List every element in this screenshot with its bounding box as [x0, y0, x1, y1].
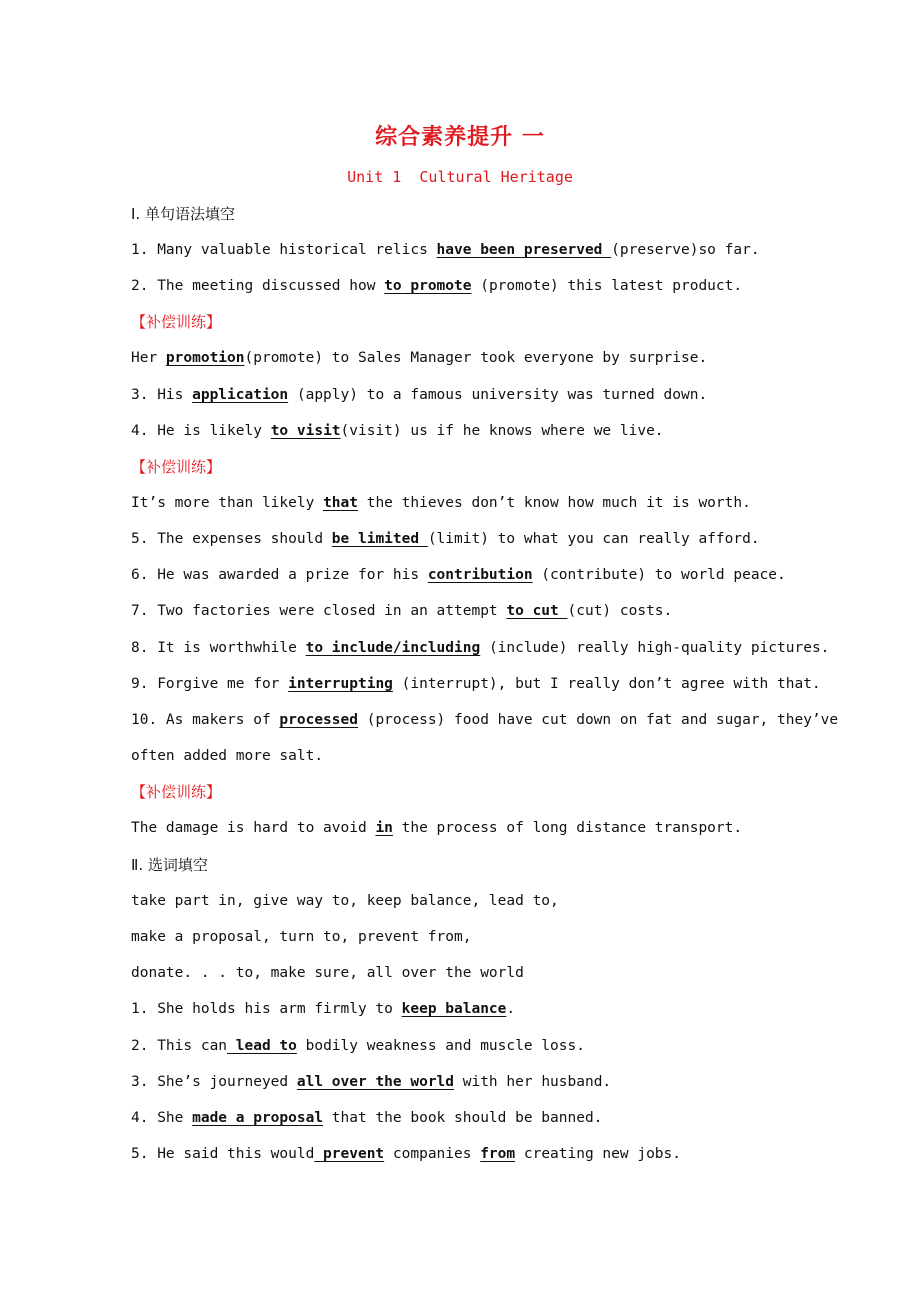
question-4: 4. He is likely to visit(visit) us if he knows where we live. [131, 423, 664, 439]
section2-heading: Ⅱ. 选词填空 [131, 856, 208, 874]
answer: have been preserved [436, 242, 612, 258]
question-8: 8. It is worthwhile to include/including (include) really high-quality pictures. [131, 640, 830, 656]
supplementary-label: 【补偿训练】 [131, 783, 222, 801]
question-1: 1. Many valuable historical relics have been preserved (preserve)so far. [131, 242, 760, 258]
question-6: 6. He was awarded a prize for his contribution (contribute) to world peace. [131, 567, 786, 583]
word-bank-line: make a proposal, turn to, prevent from, [131, 929, 472, 945]
answer: prevent [314, 1146, 385, 1162]
answer: contribution [427, 567, 533, 583]
question-7: 7. Two factories were closed in an attempt to cut (cut) costs. [131, 603, 673, 619]
answer: in [375, 820, 393, 836]
answer: from [480, 1146, 516, 1162]
fill-question-4: 4. She made a proposal that the book should be banned. [131, 1110, 603, 1126]
word-bank-line: donate. . . to, make sure, all over the world [131, 965, 524, 981]
answer: interrupting [288, 676, 393, 692]
answer: to include/including [305, 640, 481, 656]
answer: to promote [384, 278, 472, 294]
supplementary-question: It’s more than likely that the thieves don’t know how much it is worth. [131, 495, 751, 511]
word-bank-line: take part in, give way to, keep balance, lead to, [131, 893, 559, 909]
answer: all over the world [296, 1074, 455, 1090]
answer: application [192, 387, 289, 403]
answer: that [323, 495, 358, 511]
answer: keep balance [401, 1001, 507, 1017]
question-10: 10. As makers of processed (process) food have cut down on fat and sugar, they’ve [131, 712, 839, 728]
answer: made a proposal [192, 1110, 324, 1126]
answer: be limited [331, 531, 428, 547]
answer: processed [279, 712, 358, 728]
answer: to visit [270, 423, 341, 439]
fill-question-2: 2. This can lead to bodily weakness and muscle loss. [131, 1038, 585, 1054]
answer: lead to [227, 1038, 297, 1054]
supplementary-label: 【补偿训练】 [131, 458, 222, 476]
question-5: 5. The expenses should be limited (limit) to what you can really afford. [131, 531, 760, 547]
section1-heading: Ⅰ. 单句语法填空 [131, 205, 235, 223]
question-3: 3. His application (apply) to a famous university was turned down. [131, 387, 708, 403]
fill-question-3: 3. She’s journeyed all over the world with her husband. [131, 1074, 612, 1090]
answer: to cut [506, 603, 568, 619]
fill-question-5: 5. He said this would prevent companies from creating new jobs. [131, 1146, 681, 1162]
supplementary-label: 【补偿训练】 [131, 313, 222, 331]
question-9: 9. Forgive me for interrupting (interrupt), but I really don’t agree with that. [131, 676, 821, 692]
supplementary-question: The damage is hard to avoid in the process of long distance transport. [131, 820, 743, 836]
question-10-continued: often added more salt. [131, 748, 324, 764]
fill-question-1: 1. She holds his arm firmly to keep balance. [131, 1001, 516, 1017]
answer: promotion [165, 350, 245, 366]
supplementary-question: Her promotion(promote) to Sales Manager took everyone by surprise. [131, 350, 708, 366]
question-2: 2. The meeting discussed how to promote (promote) this latest product. [131, 278, 743, 294]
page-title: 综合素养提升 一 [375, 125, 545, 150]
unit-subtitle: Unit 1 Cultural Heritage [347, 168, 573, 186]
